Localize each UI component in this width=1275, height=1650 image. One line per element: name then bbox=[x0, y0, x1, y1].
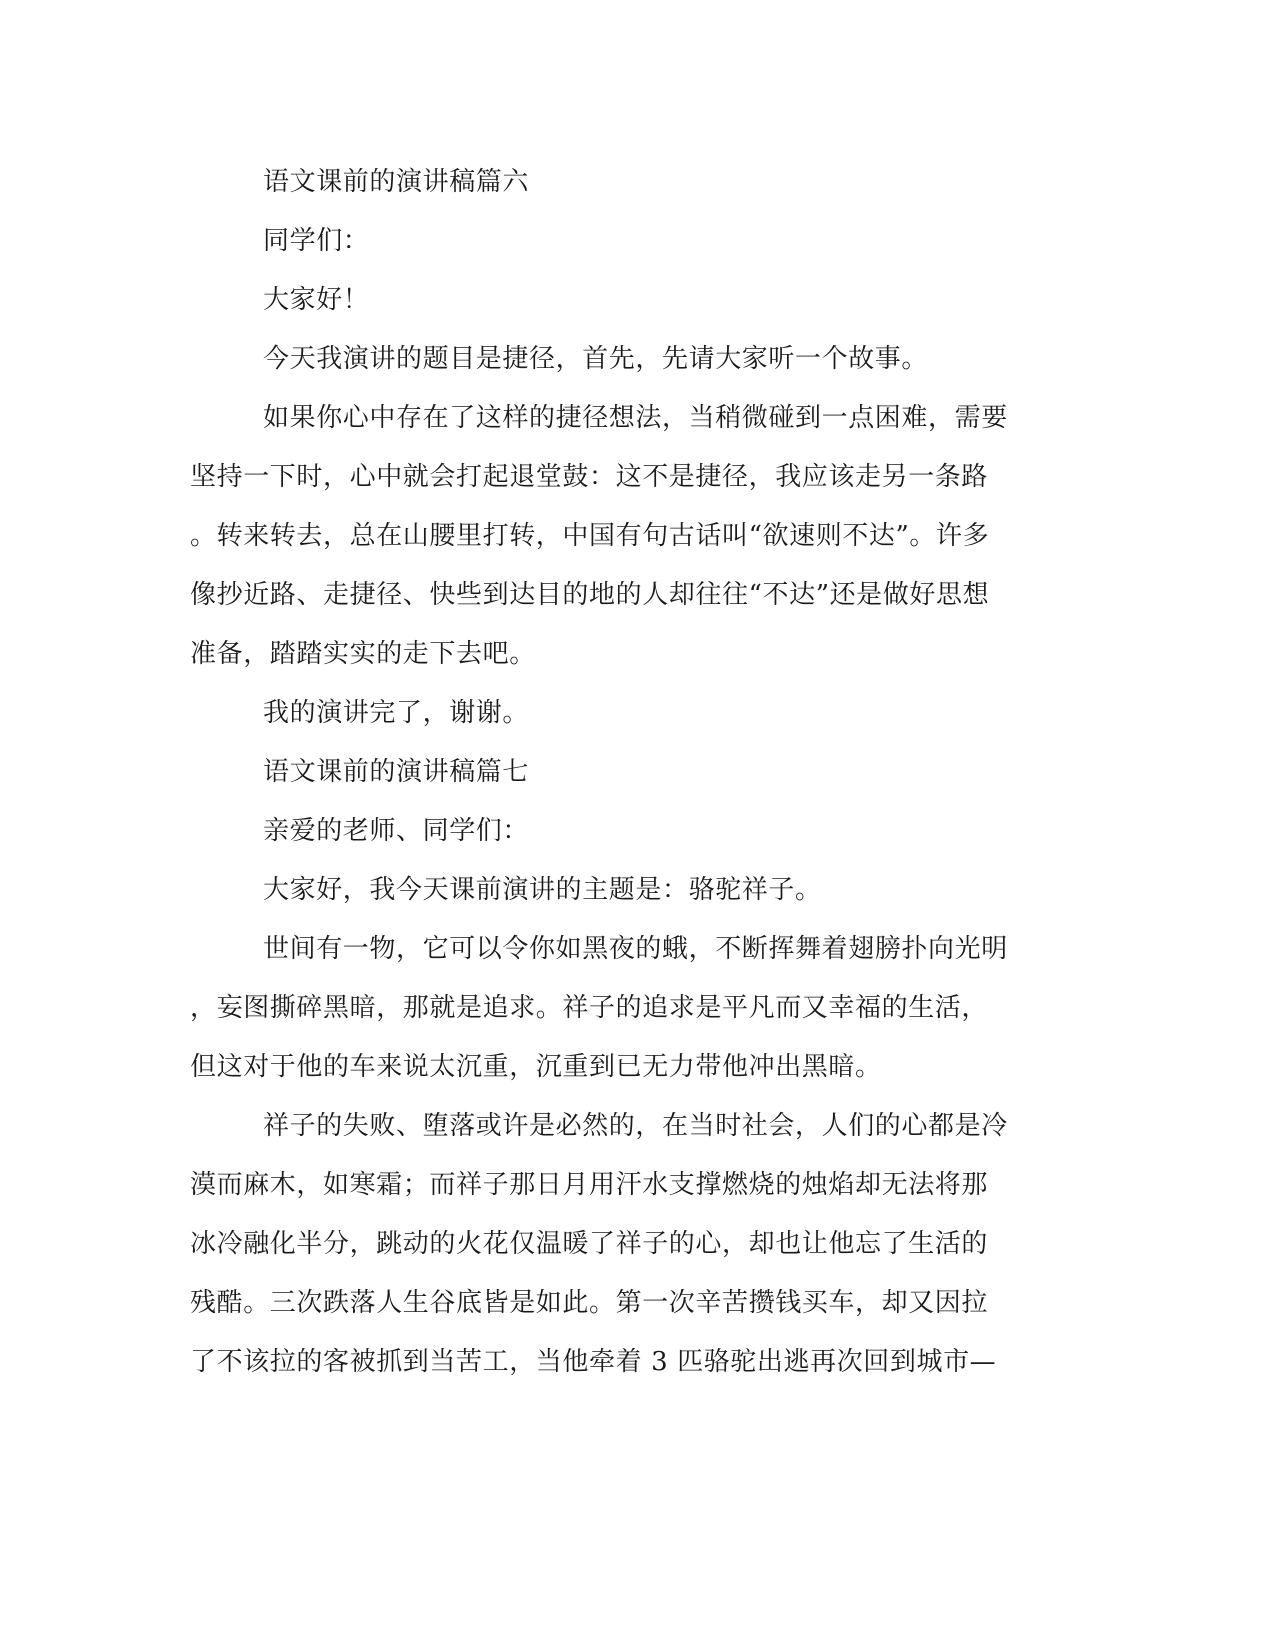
section-heading-7: 语文课前的演讲稿篇七 bbox=[263, 757, 530, 787]
paragraph-line: 了不该拉的客被抓到当苦工，当他牵着 3 匹骆驼出逃再次回到城市— bbox=[190, 1347, 997, 1377]
paragraph-line: 今天我演讲的题目是捷径，首先，先请大家听一个故事。 bbox=[263, 344, 929, 374]
paragraph-line: 漠而麻木，如寒霜；而祥子那日月用汗水支撑燃烧的烛焰却无法将那 bbox=[190, 1170, 989, 1200]
paragraph-line: 冰冷融化半分，跳动的火花仅温暖了祥子的心，却也让他忘了生活的 bbox=[190, 1229, 989, 1259]
paragraph-line: ，妄图撕碎黑暗，那就是追求。祥子的追求是平凡而又幸福的生活， bbox=[190, 993, 989, 1023]
section-heading-6: 语文课前的演讲稿篇六 bbox=[263, 167, 530, 197]
paragraph-line: 祥子的失败、堕落或许是必然的，在当时社会，人们的心都是冷 bbox=[263, 1111, 1008, 1141]
paragraph-line: 世间有一物，它可以令你如黑夜的蛾，不断挥舞着翅膀扑向光明 bbox=[263, 934, 1008, 964]
paragraph-line: 但这对于他的车来说太沉重，沉重到已无力带他冲出黑暗。 bbox=[190, 1052, 882, 1082]
closing-line: 我的演讲完了，谢谢。 bbox=[263, 698, 530, 728]
paragraph-line: 坚持一下时，心中就会打起退堂鼓：这不是捷径，我应该走另一条路 bbox=[190, 462, 989, 492]
paragraph-line: 如果你心中存在了这样的捷径想法，当稍微碰到一点困难，需要 bbox=[263, 403, 1008, 433]
paragraph-line: 准备，踏踏实实的走下去吧。 bbox=[190, 639, 536, 669]
greeting: 大家好！ bbox=[263, 285, 370, 315]
greeting: 大家好，我今天课前演讲的主题是：骆驼祥子。 bbox=[263, 875, 822, 905]
paragraph-line: 。转来转去，总在山腰里打转，中国有句古话叫“欲速则不达”。许多 bbox=[190, 521, 990, 551]
paragraph-line: 像抄近路、走捷径、快些到达目的地的人却往往“不达”还是做好思想 bbox=[190, 580, 990, 610]
salutation: 亲爱的老师、同学们： bbox=[263, 816, 530, 846]
paragraph-line: 残酷。三次跌落人生谷底皆是如此。第一次辛苦攒钱买车，却又因拉 bbox=[190, 1288, 989, 1318]
salutation: 同学们： bbox=[263, 226, 370, 256]
